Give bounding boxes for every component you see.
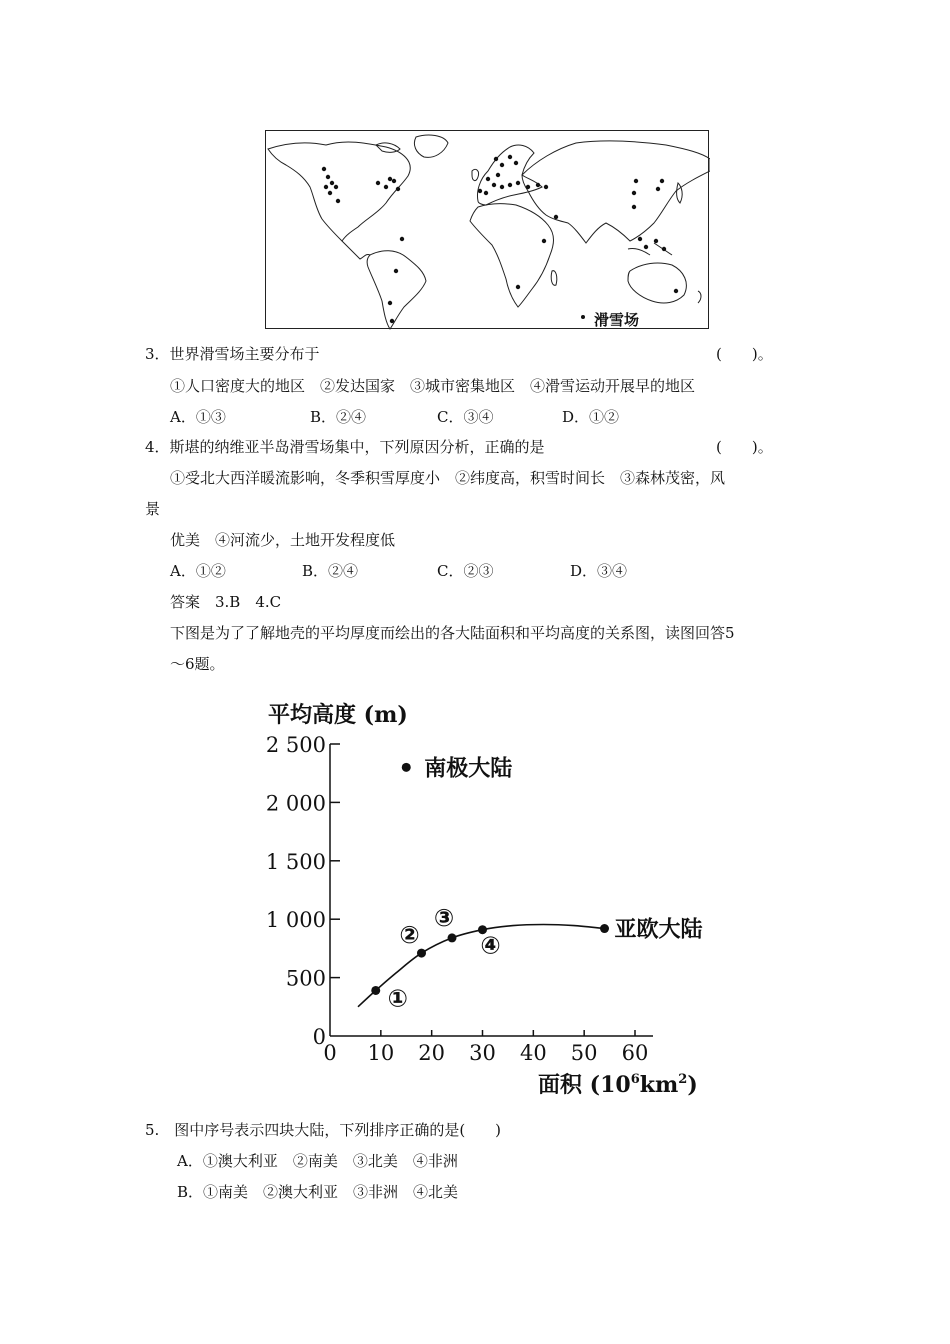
data-point-label: 南极大陆 (424, 756, 513, 782)
x-tick-label: 30 (469, 1041, 496, 1065)
x-tick-label: 10 (367, 1041, 395, 1065)
y-tick-label: 1 000 (265, 908, 326, 933)
data-point (448, 933, 457, 942)
xlabel-sup2: 2 (678, 1072, 688, 1087)
x-tick-label: 0 (323, 1041, 337, 1065)
data-point-label: ③ (433, 903, 455, 932)
data-point-label: ① (387, 984, 408, 1013)
q4-option-b: B．②④ (302, 562, 359, 580)
world-map-outline (266, 131, 710, 330)
chart-ylabel: 平均高度 (m) (268, 702, 408, 728)
q4-option-a: A．①② (170, 562, 226, 580)
xlabel-prefix: 面积 (10 (538, 1072, 631, 1098)
q4-items-line2: 景 (145, 500, 161, 518)
x-tick-label: 50 (570, 1041, 598, 1065)
q4-option-c: C．②③ (437, 562, 494, 580)
q5-option-b: B．①南美 ②澳大利亚 ③非洲 ④北美 (177, 1183, 459, 1201)
area-height-chart (258, 690, 728, 1104)
q5-option-a: A．①澳大利亚 ②南美 ③北美 ④非洲 (177, 1152, 458, 1170)
q4-items-line1: ①受北大西洋暖流影响，冬季积雪厚度小 ②纬度高，积雪时间长 ③森林茂密，风 (170, 469, 726, 487)
y-tick-label: 500 (285, 966, 326, 991)
x-tick-label: 60 (621, 1041, 649, 1065)
chart-xlabel (538, 1072, 698, 1098)
intro-line1: 下图是为了了解地壳的平均厚度而绘出的各大陆面积和平均高度的关系图，读图回答5 (170, 624, 735, 642)
q3-answer-bracket: ( )。 (716, 345, 773, 363)
q4-answer-bracket: ( )。 (716, 438, 773, 456)
data-point-label: 亚欧大陆 (614, 917, 703, 943)
q3-stem: 3．世界滑雪场主要分布于 (145, 345, 320, 363)
q3-items: ①人口密度大的地区 ②发达国家 ③城市密集地区 ④滑雪运动开展早的地区 (170, 377, 696, 395)
q4-option-d: D．③④ (570, 562, 628, 580)
q3-option-d: D．①② (562, 408, 620, 426)
q3-option-c: C．③④ (437, 408, 494, 426)
map-legend-label: 滑雪场 (594, 311, 640, 329)
ski-resort-dots (322, 155, 678, 323)
xlabel-suffix: ) (687, 1072, 698, 1098)
xlabel-mid: km (639, 1072, 679, 1098)
data-point (402, 763, 411, 772)
chart-svg (258, 690, 728, 1100)
legend-dot (581, 315, 585, 319)
intro-line2: ～6题。 (170, 655, 225, 673)
data-point (371, 986, 380, 995)
x-tick-label: 40 (519, 1041, 547, 1065)
y-tick-label: 2 000 (265, 791, 326, 816)
q3-option-b: B．②④ (310, 408, 367, 426)
data-point-label: ④ (480, 931, 501, 960)
xlabel-sup: 6 (630, 1072, 640, 1087)
answer-key: 答案 3.B 4.C (170, 593, 282, 611)
y-tick-label: 2 500 (265, 733, 326, 757)
world-ski-map (265, 130, 709, 329)
q5-stem: 5. 图中序号表示四块大陆，下列排序正确的是( ) (145, 1121, 502, 1139)
q4-items-line3: 优美 ④河流少，土地开发程度低 (170, 531, 396, 549)
q4-stem: 4．斯堪的纳维亚半岛滑雪场集中，下列原因分析，正确的是 (145, 438, 545, 456)
data-point-label: ② (399, 921, 420, 950)
q3-option-a: A．①③ (170, 408, 226, 426)
x-tick-label: 20 (418, 1041, 446, 1065)
y-tick-label: 0 (312, 1025, 326, 1049)
data-point (600, 924, 609, 933)
y-tick-label: 1 500 (265, 849, 326, 874)
data-point (417, 949, 426, 958)
